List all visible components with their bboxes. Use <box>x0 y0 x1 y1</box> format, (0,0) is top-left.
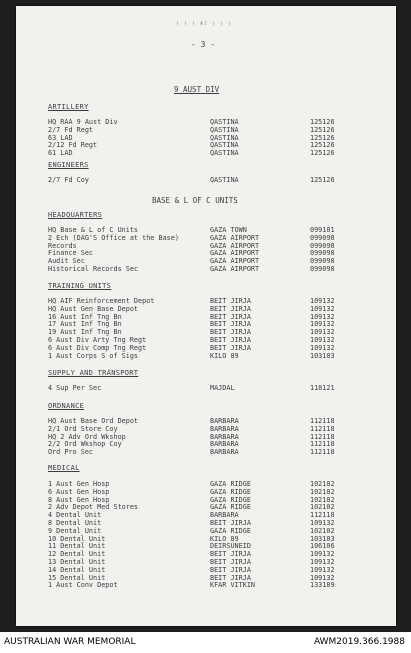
unit-location: QASTINA <box>210 176 239 184</box>
top-mark: ( ( ( Al ) ) ) <box>176 21 233 27</box>
unit-location: GAZA AIRPORT <box>210 257 260 266</box>
grid-reference: 109132 <box>310 328 335 337</box>
grid-reference: 099098 <box>310 241 335 250</box>
grid-reference: 112118 <box>310 448 335 457</box>
unit-name: 2 Ech (DAG'S Office at the Base) <box>48 233 179 242</box>
unit-name: 9 Dental Unit <box>48 526 102 535</box>
unit-location: BEIT JIRJA <box>210 312 251 321</box>
section-heading-engineers: ENGINEERS <box>48 161 89 169</box>
unit-location: BEIT JIRJA <box>210 558 251 566</box>
grid-reference: 109132 <box>310 304 335 313</box>
base-units-title: BASE & L OF C UNITS <box>152 196 238 205</box>
unit-name: HQ AIF Reinforcement Depot <box>48 297 155 305</box>
unit-name: HQ RAA 9 Aust Div <box>48 118 118 126</box>
unit-name: 19 Aust Inf Tng Bn <box>48 328 122 337</box>
unit-name: 1 Aust Corps S of Sigs <box>48 351 139 360</box>
unit-name: 6 Aust Div Comp Tng Regt <box>48 343 147 352</box>
unit-name: 6 Aust Div Arty Tng Regt <box>48 336 147 344</box>
unit-name: 2/7 Fd Coy <box>48 176 89 184</box>
grid-reference: 125126 <box>310 149 335 158</box>
section-heading-ordnance: ORDNANCE <box>48 402 85 410</box>
grid-reference: 125126 <box>310 118 335 126</box>
institution-credit: AUSTRALIAN WAR MEMORIAL <box>4 637 136 647</box>
unit-name: 8 Aust Gen Hosp <box>48 495 110 504</box>
grid-reference: 102102 <box>310 503 335 512</box>
unit-location: QASTINA <box>210 141 239 150</box>
grid-reference: 109132 <box>310 320 335 329</box>
grid-reference: 125126 <box>310 141 335 150</box>
grid-reference: 133189 <box>310 581 335 590</box>
unit-name: Records <box>48 241 77 250</box>
grid-reference: 102102 <box>310 495 335 504</box>
section-heading-headquarters: HEADQUARTERS <box>48 211 103 219</box>
unit-location: QASTINA <box>210 149 239 158</box>
unit-name: HQ Base & L of C Units <box>48 226 139 234</box>
unit-name: 12 Dental Unit <box>48 550 106 559</box>
unit-name: 4 Sup Per Sec <box>48 384 102 392</box>
grid-reference: 099098 <box>310 257 335 266</box>
unit-name: Ord Pro Sec <box>48 448 94 457</box>
footer-bar <box>0 632 411 653</box>
unit-name: 2/1 Ord Store Coy <box>48 424 118 433</box>
section-heading-training: TRAINING UNITS <box>48 282 112 290</box>
grid-reference: 109132 <box>310 343 335 352</box>
unit-location: BEIT JIRJA <box>210 320 251 329</box>
section-heading-medical: MEDICAL <box>48 464 80 472</box>
unit-location: QASTINA <box>210 125 239 134</box>
unit-name: 2/2 Ord Wkshop Coy <box>48 440 122 449</box>
unit-name: Historical Records Sec <box>48 265 139 273</box>
unit-location: KFAR VITKIN <box>210 581 256 590</box>
unit-name: 2/12 Fd Regt <box>48 141 98 150</box>
unit-location: GAZA AIRPORT <box>210 249 260 258</box>
grid-reference: 099098 <box>310 249 335 258</box>
unit-location: GAZA RIDGE <box>210 503 251 512</box>
unit-name: 4 Dental Unit <box>48 511 102 520</box>
unit-name: HQ Aust Base Ord Depot <box>48 417 139 425</box>
unit-name: 2/7 Fd Regt <box>48 125 94 134</box>
unit-location: BEIT JIRJA <box>210 328 251 337</box>
unit-name: 63 LAD <box>48 133 73 142</box>
unit-name: 10 Dental Unit <box>48 534 106 543</box>
unit-location: QASTINA <box>210 133 239 142</box>
unit-name: HQ Aust Gen Base Depot <box>48 304 139 313</box>
unit-location: BEIT JIRJA <box>210 304 251 313</box>
catalogue-id: AWM2019.366.1988 <box>313 637 405 647</box>
grid-reference: 103103 <box>310 534 335 543</box>
unit-name: 14 Dental Unit <box>48 565 106 574</box>
unit-location: BEIT JIRJA <box>210 565 251 574</box>
grid-reference: 125126 <box>310 176 335 184</box>
unit-location: GAZA AIRPORT <box>210 241 260 250</box>
unit-name: 16 Aust Inf Tng Bn <box>48 312 122 321</box>
unit-name: 2 Adv Depot Med Stores <box>48 503 139 512</box>
unit-name: 15 Dental Unit <box>48 573 106 582</box>
unit-location: GAZA RIDGE <box>210 526 251 535</box>
unit-location: GAZA AIRPORT <box>210 233 260 242</box>
grid-reference: 109132 <box>310 519 335 527</box>
grid-reference: 102102 <box>310 487 335 496</box>
grid-reference: 102102 <box>310 526 335 535</box>
grid-reference: 112118 <box>310 440 335 449</box>
unit-name: 6 Aust Gen Hosp <box>48 487 110 496</box>
section-heading-supply: SUPPLY AND TRANSPORT <box>48 369 139 377</box>
unit-location: GAZA RIDGE <box>210 495 251 504</box>
unit-name: 11 Dental Unit <box>48 542 106 551</box>
grid-reference: 109132 <box>310 297 335 305</box>
grid-reference: 099098 <box>310 233 335 242</box>
unit-name: 13 Dental Unit <box>48 558 106 566</box>
unit-name: 1 Aust Conv Depot <box>48 581 118 590</box>
grid-reference: 102102 <box>310 480 335 488</box>
grid-reference: 103103 <box>310 351 335 360</box>
unit-name: 1 Aust Gen Hosp <box>48 480 110 488</box>
unit-location: BARBARA <box>210 448 239 457</box>
unit-location: BARBARA <box>210 424 239 433</box>
grid-reference: 109132 <box>310 558 335 566</box>
grid-reference: 109132 <box>310 573 335 582</box>
grid-reference: 109132 <box>310 565 335 574</box>
grid-reference: 112118 <box>310 424 335 433</box>
section-heading-artillery: ARTILLERY <box>48 103 89 111</box>
unit-location: BEIT JIRJA <box>210 297 251 305</box>
unit-location: KILO 89 <box>210 351 239 360</box>
unit-location: BARBARA <box>210 432 239 441</box>
unit-name: Finance Sec <box>48 249 94 258</box>
unit-location: BEIT JIRJA <box>210 336 251 344</box>
grid-reference: 109132 <box>310 550 335 559</box>
unit-location: BEIT JIRJA <box>210 343 251 352</box>
document-page <box>16 6 396 626</box>
unit-location: BARBARA <box>210 511 239 520</box>
grid-reference: 106106 <box>310 542 335 551</box>
unit-name: 8 Dental Unit <box>48 519 102 527</box>
unit-location: MAJDAL <box>210 384 235 392</box>
grid-reference: 099101 <box>310 226 335 234</box>
unit-name: 61 LAD <box>48 149 73 158</box>
unit-name: 17 Aust Inf Tng Bn <box>48 320 122 329</box>
grid-reference: 109132 <box>310 312 335 321</box>
unit-location: GAZA RIDGE <box>210 480 251 488</box>
unit-location: BEIT JIRJA <box>210 550 251 559</box>
grid-reference: 112118 <box>310 511 335 520</box>
unit-location: GAZA TOWN <box>210 226 247 234</box>
grid-reference: 112118 <box>310 432 335 441</box>
page-number: - 3 - <box>191 40 216 49</box>
grid-reference: 109132 <box>310 336 335 344</box>
grid-reference: 112118 <box>310 417 335 425</box>
grid-reference: 125126 <box>310 125 335 134</box>
grid-reference: 118121 <box>310 384 335 392</box>
unit-location: BEIT JIRJA <box>210 519 251 527</box>
division-title: 9 AUST DIV <box>174 85 220 94</box>
unit-location: KILO 89 <box>210 534 239 543</box>
unit-location: GAZA AIRPORT <box>210 265 260 273</box>
grid-reference: 099098 <box>310 265 335 273</box>
unit-name: Audit Sec <box>48 257 85 266</box>
unit-location: GAZA RIDGE <box>210 487 251 496</box>
unit-location: BARBARA <box>210 440 239 449</box>
unit-location: DEIRSUNEID <box>210 542 251 551</box>
unit-location: BARBARA <box>210 417 239 425</box>
unit-location: QASTINA <box>210 118 239 126</box>
unit-location: BEIT JIRJA <box>210 573 251 582</box>
unit-name: HQ 2 Adv Ord Wkshop <box>48 432 126 441</box>
grid-reference: 125126 <box>310 133 335 142</box>
